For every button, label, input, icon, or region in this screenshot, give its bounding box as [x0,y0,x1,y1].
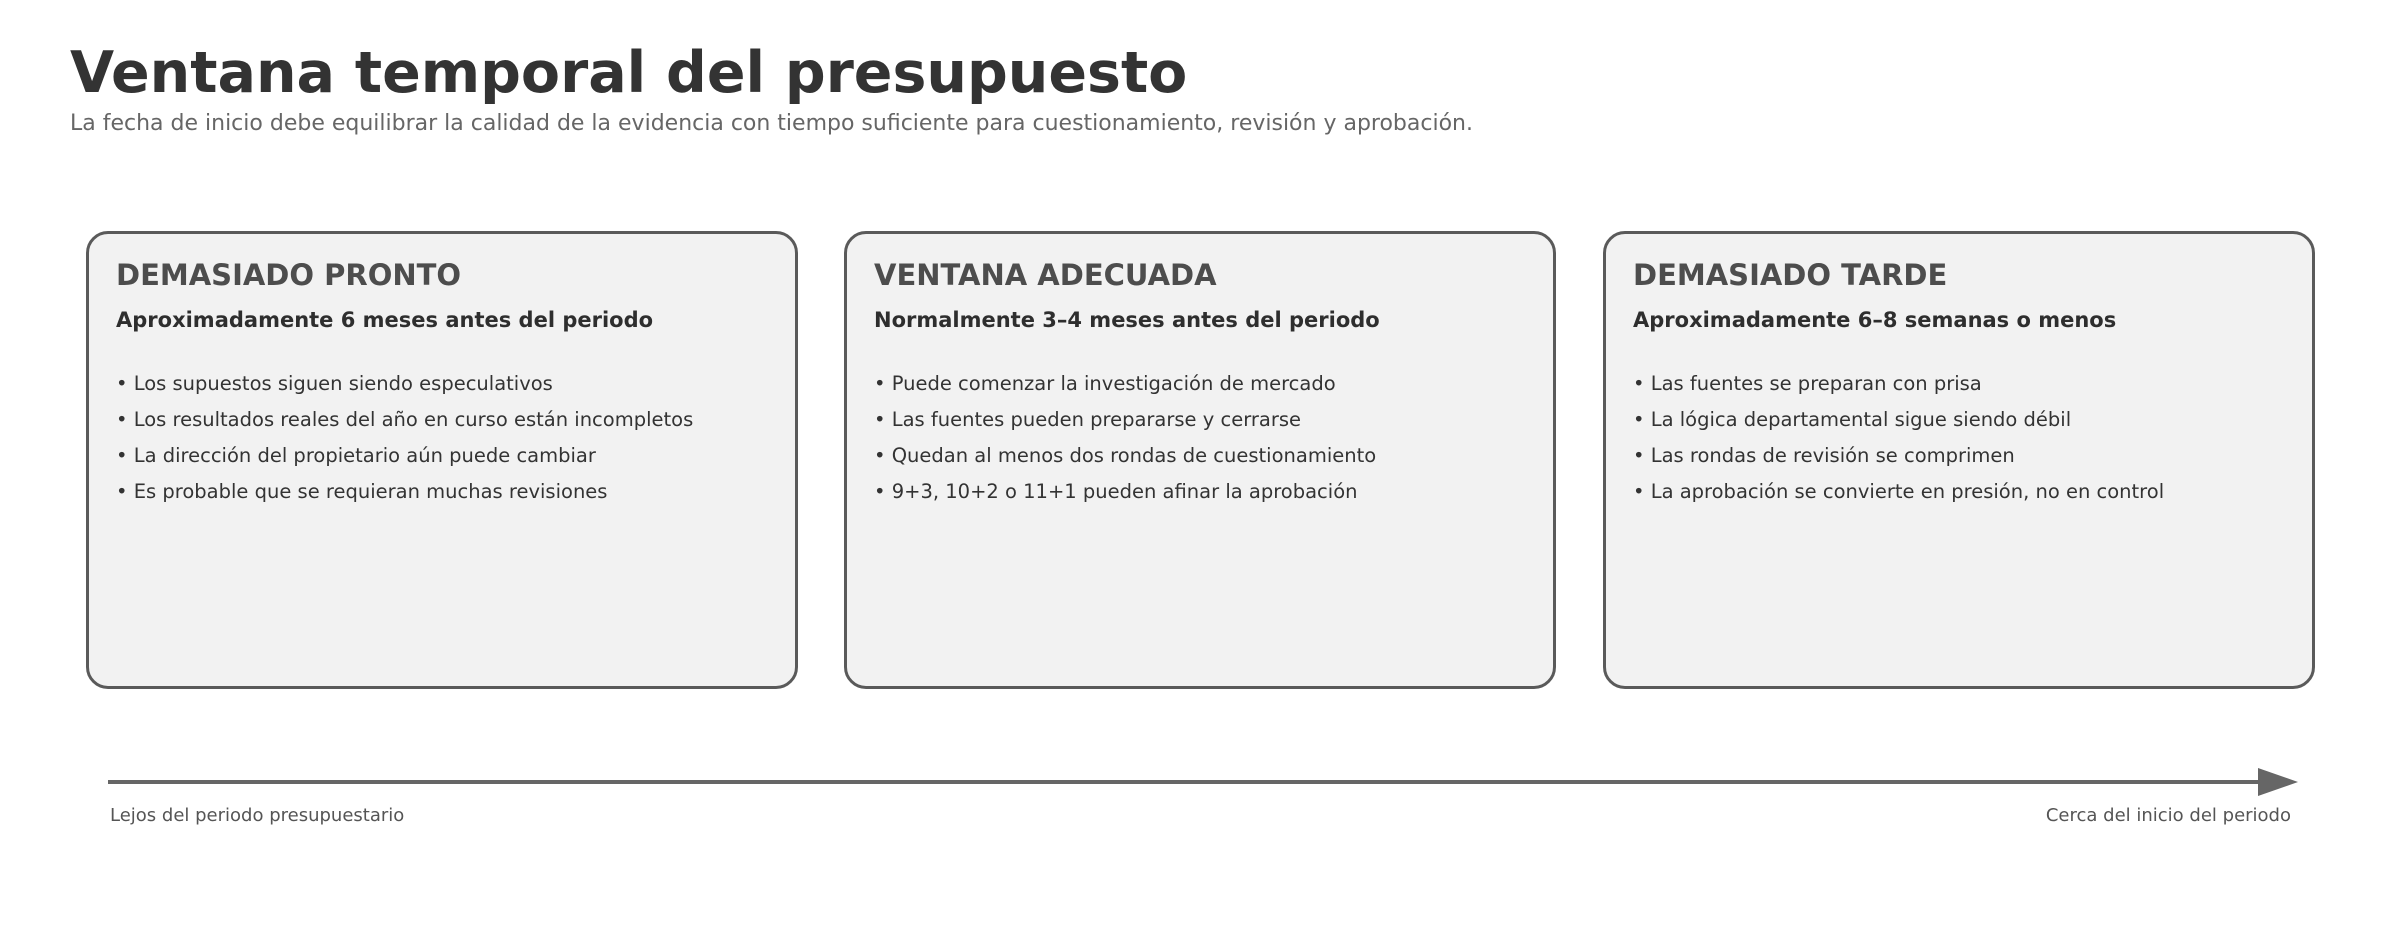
card-bullet: • La aprobación se convierte en presión, no en control [1633,480,2312,516]
card-bullet: • La dirección del propietario aún puede cambiar [116,444,795,480]
card-bullet: • Las fuentes se preparan con prisa [1633,372,2312,408]
card-right-window [844,231,1556,689]
timeline-end-label: Cerca del inicio del periodo [2045,805,2291,826]
card-bullet-list [116,372,795,516]
card-bullet: • Los resultados reales del año en curso están incompletos [116,408,795,444]
card-heading: DEMASIADO TARDE [1633,258,1948,292]
card-too-late [1603,231,2315,689]
card-bullet-list [874,372,1553,516]
card-heading: VENTANA ADECUADA [874,258,1217,292]
card-bullet: • La lógica departamental sigue siendo débil [1633,408,2312,444]
card-bullet: • Es probable que se requieran muchas revisiones [116,480,795,516]
card-timing: Normalmente 3–4 meses antes del periodo [874,307,1380,332]
page-subtitle: La fecha de inicio debe equilibrar la calidad de la evidencia con tiempo suficiente para cuestionamiento, revisión y aprobación. [70,111,1473,136]
timeline-start-label: Lejos del periodo presupuestario [110,805,405,826]
card-timing: Aproximadamente 6–8 semanas o menos [1633,307,2117,332]
card-heading: DEMASIADO PRONTO [116,258,462,292]
arrowhead-icon [2258,768,2298,796]
card-bullet: • Las rondas de revisión se comprimen [1633,444,2312,480]
card-bullet: • 9+3, 10+2 o 11+1 pueden afinar la aprobación [874,480,1553,516]
card-bullet: • Puede comenzar la investigación de mercado [874,372,1553,408]
timeline-arrow [108,768,2298,796]
card-bullet: • Las fuentes pueden prepararse y cerrarse [874,408,1553,444]
card-bullet: • Quedan al menos dos rondas de cuestionamiento [874,444,1553,480]
card-bullet: • Los supuestos siguen siendo especulativos [116,372,795,408]
page-title: Ventana temporal del presupuesto [70,40,1188,106]
card-bullet-list [1633,372,2312,516]
card-timing: Aproximadamente 6 meses antes del periodo [116,307,654,332]
card-too-early [86,231,798,689]
